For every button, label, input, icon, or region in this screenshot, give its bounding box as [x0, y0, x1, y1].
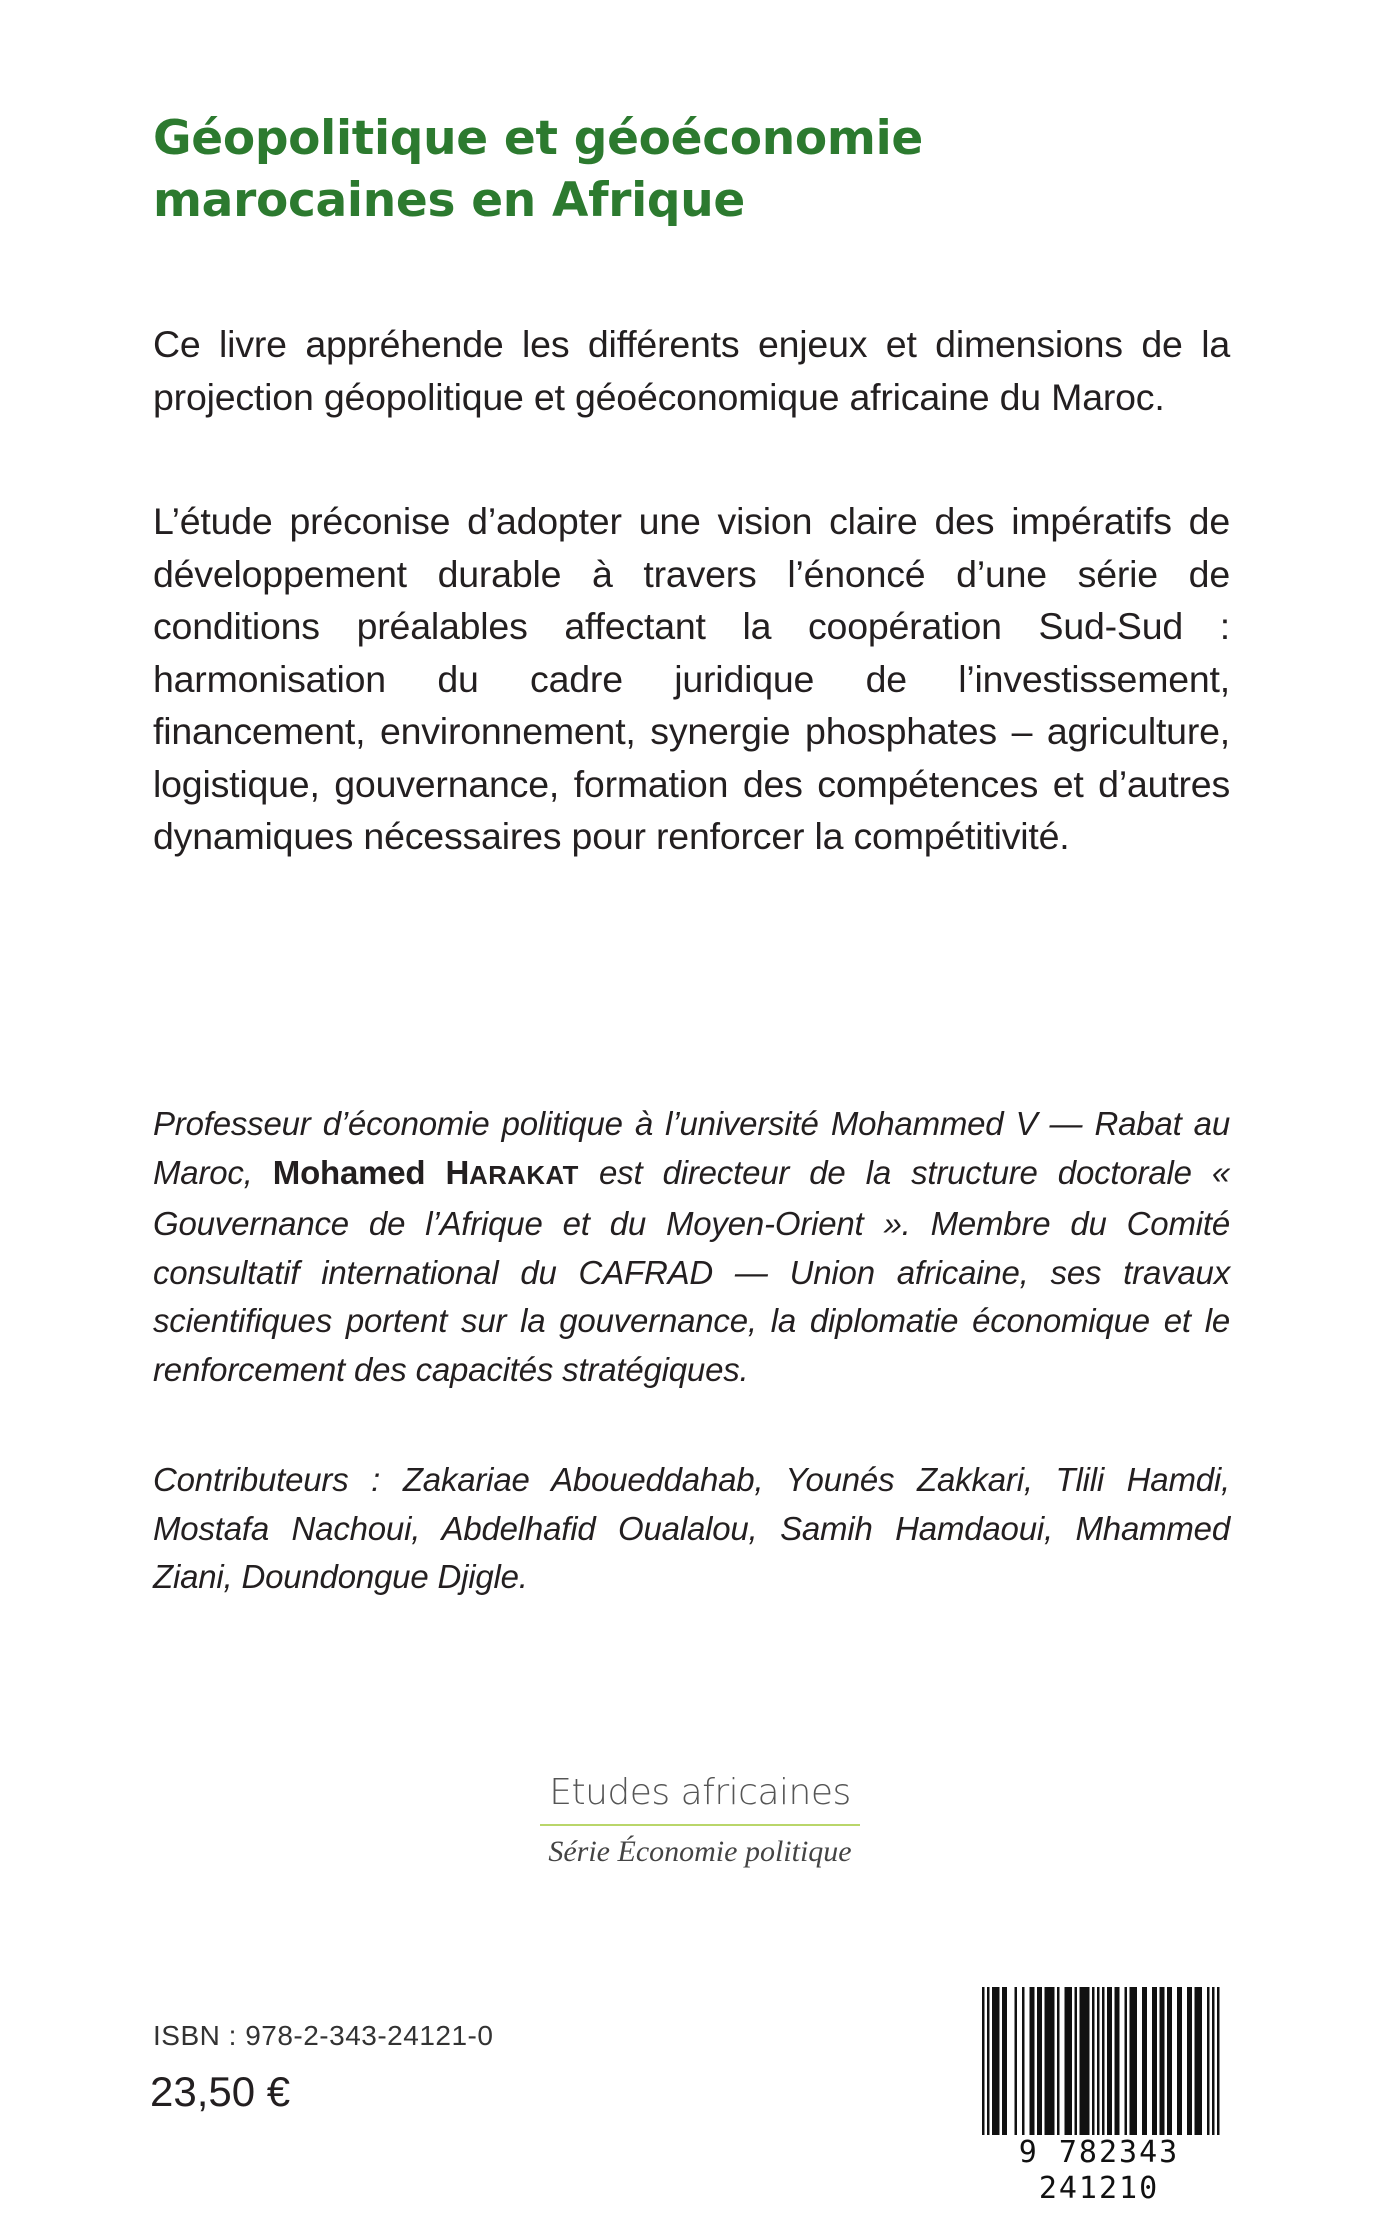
barcode-bar [1130, 1987, 1133, 2147]
barcode-bar [1052, 1987, 1055, 2147]
barcode-bar [1047, 1987, 1050, 2147]
isbn: ISBN : 978-2-343-24121-0 [153, 2020, 494, 2051]
author-bio-prefix: Professeur d’économie politique à l’université Mohammed V — Rabat au Maroc, [153, 1105, 1230, 1191]
author-name [273, 1154, 579, 1191]
barcode-bar [1002, 1987, 1005, 2147]
barcode-bar [1070, 1987, 1073, 2147]
barcode-bar [1167, 1987, 1170, 2147]
barcode-bar [1125, 1987, 1128, 2147]
series-subtitle: Série Économie politique [548, 1835, 852, 1868]
barcode-bar [1015, 1987, 1018, 2147]
barcode-bar [1132, 1987, 1135, 2147]
barcode-bar [1212, 1987, 1215, 2147]
price: 23,50 € [150, 2068, 291, 2115]
description-paragraph-1: Ce livre appréhende les différents enjeux et dimensions de la projection géopolitique et géoéconomique africaine du Maroc. [153, 323, 1230, 418]
barcode-bar [1050, 1987, 1053, 2147]
barcode-bar [1217, 1987, 1220, 2147]
barcode-bar [1022, 1987, 1025, 2147]
barcode-bar [1117, 1987, 1120, 2147]
barcode-bar [1102, 1987, 1105, 2147]
barcode-bar [1160, 1987, 1163, 2147]
barcode-bar [1177, 1987, 1180, 2147]
barcode-bar [1190, 1987, 1193, 2147]
book-title-line-1: Géopolitique et géoéconomie [153, 111, 923, 166]
barcode-bar [1082, 1987, 1085, 2147]
barcode-bar [987, 1987, 990, 2147]
barcode-bar [1067, 1987, 1070, 2147]
author-last-name-rest: ARAKAT [469, 1161, 579, 1190]
barcode-bar [1162, 1987, 1165, 2147]
author-bio-suffix: est directeur de la structure doctorale « Gouvernance de l’Afrique et du Moyen-Orient ». Membre du Comité consultatif international du CAFRAD — Union africaine, ses travaux scientifiques portent sur la gouvernance, la diplomatie économique et le renforcement des capacités stratégiques. [153, 1153, 1231, 1388]
barcode-bar [1005, 1987, 1008, 2147]
barcode-bar [1032, 1987, 1035, 2147]
barcode-bar [1145, 1987, 1148, 2147]
barcode-bar [1075, 1987, 1078, 2147]
author-bio [153, 1100, 1230, 1395]
barcode-bar [1045, 1987, 1048, 2147]
barcode-bar [1155, 1987, 1158, 2147]
barcode-bar [997, 1987, 1000, 2147]
barcode-bar [1135, 1987, 1138, 2147]
barcode-bar [1030, 1987, 1033, 2147]
barcode-bar [1187, 1987, 1190, 2147]
barcode-bar [1085, 1987, 1088, 2147]
barcode-bar [1080, 1987, 1083, 2147]
barcode-bar [995, 1987, 998, 2147]
barcode-bar [1092, 1987, 1095, 2147]
barcode [958, 1983, 1240, 2206]
book-title-line-2: marocaines en Afrique [153, 173, 746, 228]
barcode-bar [1197, 1987, 1200, 2147]
barcode-bar [1065, 1987, 1068, 2147]
barcode-bar [1207, 1987, 1210, 2147]
description-paragraph-2: L’étude préconise d’adopter une vision claire des impératifs de développement durable à travers l’énoncé d’une série de conditions préalables affectant la coopération Sud-Sud : harmonisation du cadre juridique de l’investissement, financement, environnement, synergie phosphates – agriculture, logistique, gouvernance, formation des compétences et d’autres dynamiques nécessaires pour renforcer la compétitivité. [153, 500, 1230, 857]
barcode-bar [1170, 1987, 1173, 2147]
barcode-bar [1200, 1987, 1203, 2147]
barcode-bar [1152, 1987, 1155, 2147]
barcode-bar [1037, 1987, 1040, 2147]
barcode-bar [1057, 1987, 1060, 2147]
series-name: Etudes africaines [549, 1772, 851, 1813]
barcode-bar [992, 1987, 995, 2147]
contributors: Contributeurs : Zakariae Aboueddahab, Younés Zakkari, Tlili Hamdi, Mostafa Nachoui, Abdelhafid Oualalou, Samih Hamdaoui, Mhammed Ziani, Doundongue Djigle. [153, 1461, 1230, 1596]
barcode-digits: 9 782343 241210 [958, 2135, 1240, 2207]
barcode-bar [1142, 1987, 1145, 2147]
book-title [153, 108, 1253, 232]
barcode-bar [1087, 1987, 1090, 2147]
author-last-name-initial: H [445, 1153, 470, 1191]
barcode-bar [1195, 1987, 1198, 2147]
barcode-bar [1040, 1987, 1043, 2147]
series-divider [540, 1824, 860, 1826]
author-first-name: Mohamed [272, 1153, 426, 1191]
barcode-bar [1110, 1987, 1113, 2147]
barcode-bar [1107, 1987, 1110, 2147]
barcode-bar [1180, 1987, 1183, 2147]
barcode-bar [982, 1987, 985, 2147]
series-block [500, 1770, 900, 1872]
barcode-bar [1097, 1987, 1100, 2147]
barcode-bar [1115, 1987, 1118, 2147]
